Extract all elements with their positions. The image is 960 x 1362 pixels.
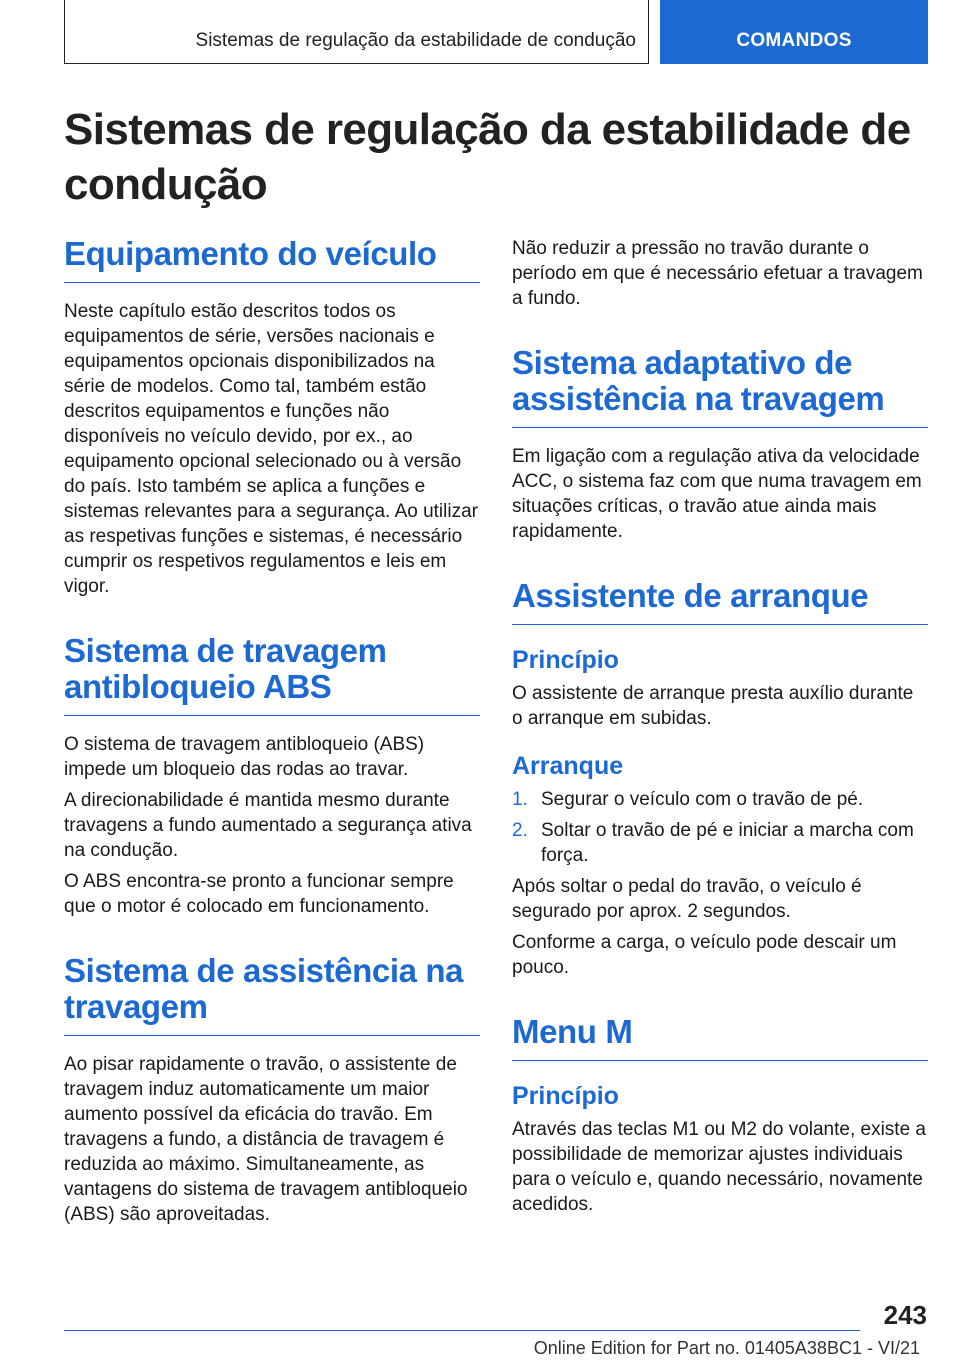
page-header (64, 0, 928, 64)
step-text: Segurar o veículo com o travão de pé. (541, 789, 864, 810)
section-heading-assistencia-travagem: Sistema de assistência na travagem (64, 953, 480, 1036)
section-heading-equipamento: Equipamento do veículo (64, 236, 480, 283)
subheading-arranque: Arranque (512, 752, 624, 780)
steps-list (512, 787, 928, 868)
left-column (64, 236, 480, 1227)
paragraph: O ABS encontra-se pronto a funcionar sempre que o motor é colocado em funcionamento. (64, 871, 454, 917)
section-heading-abs: Sistema de travagem antibloqueio ABS (64, 633, 480, 716)
paragraph: Conforme a carga, o veículo pode descair um pouco. (512, 932, 897, 978)
paragraph: Em ligação com a regulação ativa da velocidade ACC, o sistema faz com que numa travagem em situações críticas, o travão atue ainda mais rapidamente. (512, 446, 922, 542)
list-item (512, 818, 928, 868)
section-heading-adaptativo: Sistema adaptativo de assistência na travagem (512, 345, 928, 428)
paragraph: Não reduzir a pressão no travão durante o período em que é necessário efetuar a travagem a fundo. (512, 238, 923, 309)
right-column (512, 236, 928, 1217)
paragraph: Após soltar o pedal do travão, o veículo é segurado por aprox. 2 segundos. (512, 876, 862, 922)
paragraph: O assistente de arranque presta auxílio durante o arranque em subidas. (512, 683, 914, 729)
header-section-tab (660, 0, 928, 64)
paragraph: O sistema de travagem antibloqueio (ABS) impede um bloqueio das rodas ao travar. (64, 734, 425, 780)
subheading-principio: Princípio (512, 1082, 619, 1110)
list-item (512, 787, 928, 812)
paragraph: Através das teclas M1 ou M2 do volante, existe a possibilidade de memorizar ajustes individuais para o veículo e, quando necessário, novamente acedidos. (512, 1119, 926, 1215)
paragraph: Neste capítulo estão descritos todos os equipamentos de série, versões nacionais e equipamentos opcionais disponibilizados na série de modelos. Como tal, também estão descritos equipamentos e funções não disponíveis no veículo devido, por ex., ao equipamento opcional selecionado ou à versão do país. Isto também se aplica a funções e sistemas relevantes para a segurança. Ao utilizar as respetivas funções e sistemas, é necessário cumprir os respetivos regulamentos e leis em vigor. (64, 301, 478, 597)
step-text: Soltar o travão de pé e iniciar a marcha com força. (541, 820, 914, 866)
footer-divider (64, 1330, 860, 1331)
header-title: Sistemas de regulação da estabilidade de condução (195, 30, 636, 51)
subheading-principio: Princípio (512, 646, 619, 674)
section-heading-assistente-arranque: Assistente de arranque (512, 578, 928, 625)
header-section-label: COMANDOS (736, 30, 852, 51)
header-title-box (64, 0, 649, 64)
step-number: 1. (512, 789, 528, 810)
step-number: 2. (512, 820, 528, 841)
paragraph: Ao pisar rapidamente o travão, o assistente de travagem induz automaticamente um maior aumento possível da eficácia do travão. Em travagens a fundo, a distância de travagem é reduzida ao máximo. Simultaneamente, as vantagens do sistema de travagem antibloqueio (ABS) são aproveitadas. (64, 1054, 468, 1225)
page-number: 243 (883, 1300, 927, 1330)
page-title: Sistemas de regulação da estabilidade de condução (64, 105, 911, 209)
section-heading-menu-m: Menu M (512, 1014, 928, 1061)
footer-edition: Online Edition for Part no. 01405A38BC1 - VI/21 (533, 1338, 920, 1358)
paragraph: A direcionabilidade é mantida mesmo durante travagens a fundo aumentado a segurança ativa na condução. (64, 790, 472, 861)
